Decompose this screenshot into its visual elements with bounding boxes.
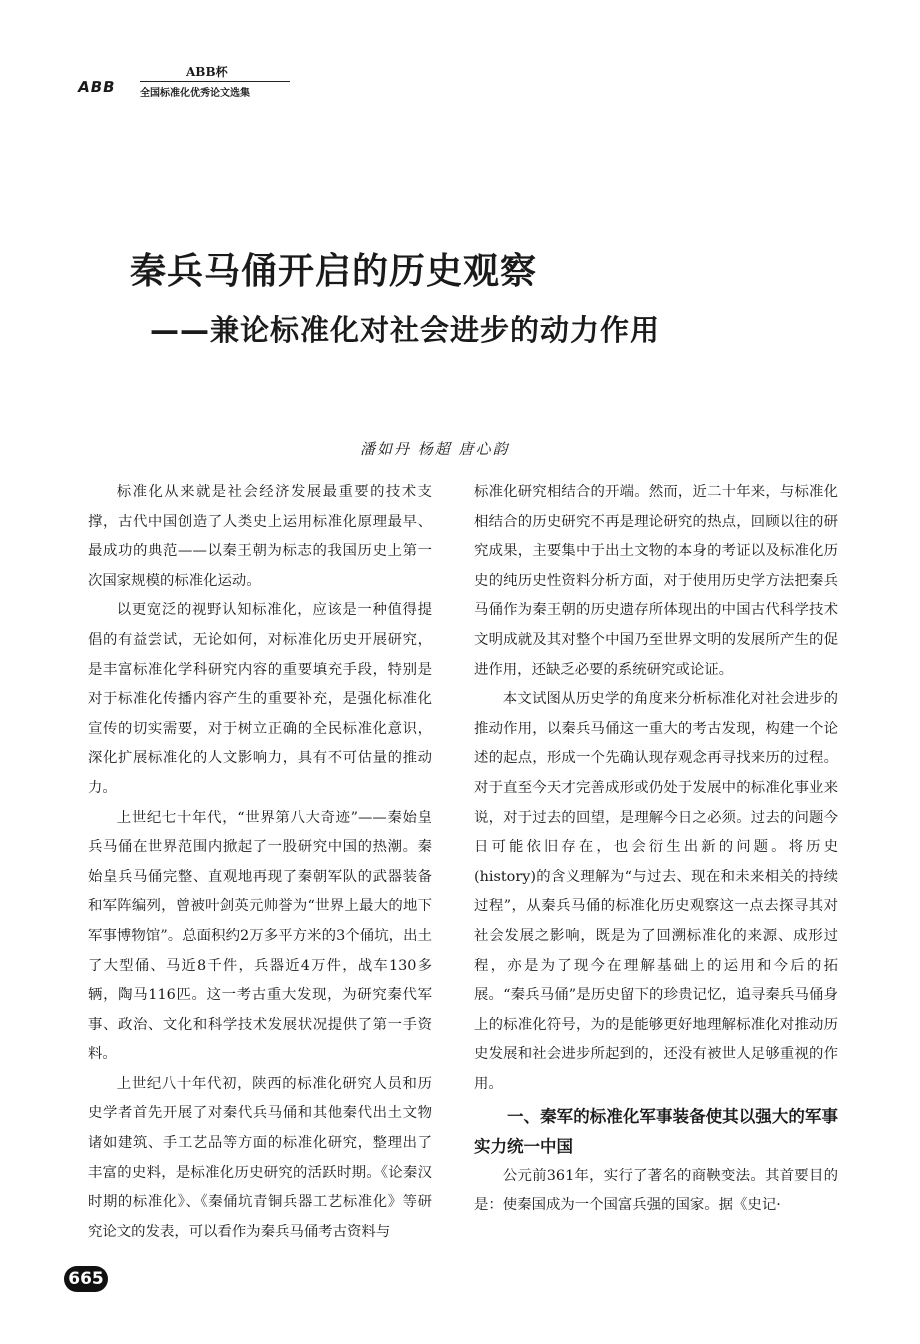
authors: 潘如丹 杨超 唐心韵 [360,440,510,458]
paragraph: 本文试图从历史学的角度来分析标准化对社会进步的推动作用，以秦兵马俑这一重大的考古发现，构建一个论述的起点，形成一个先确认现存观念再寻找来历的过程。对于直至今天才完善成形或仍处于发展中的标准化事业来说，对于过去的回望，是理解今日之必须。过去的问题今日可能依旧存在，也会衍生出新的问题。将历史(history)的含义理解为“与过去、现在和未来相关的持续过程”，从秦兵马俑的标准化历史观察这一点去探寻其对社会发展之影响，既是为了回溯标准化的来源、成形过程，亦是为了现今在理解基础上的运用和今后的拓展。“秦兵马俑”是历史留下的珍贵记忆，追寻秦兵马俑身上的标准化符号，为的是能够更好地理解标准化对推动历史发展和社会进步所起到的，还没有被世人足够重视的作用。 [474,691,838,1092]
page-number: 665 [64,1266,108,1292]
article-title: 秦兵马俑开启的历史观察 [130,251,538,292]
paragraph: 以更宽泛的视野认知标准化，应该是一种值得提倡的有益尝试，无论如何，对标准化历史开展研究，是丰富标准化学科研究内容的重要填充手段，特别是对于标准化传播内容产生的重要补充，是强化标准化宣传的切实需要，对于树立正确的全民标准化意识，深化扩展标准化的人文影响力，具有不可估量的推动力。 [88,602,432,796]
paragraph: 标准化从来就是社会经济发展最重要的技术支撑，古代中国创造了人类史上运用标准化原理最早、最成功的典范——以秦王朝为标志的我国历史上第一次国家规模的标准化运动。 [88,484,432,589]
paragraph: 上世纪八十年代初，陕西的标准化研究人员和历史学者首先开展了对秦代兵马俑和其他秦代出土文物诸如建筑、手工艺品等方面的标准化研究，整理出了丰富的史料，是标准化历史研究的活跃时期。《论秦汉时期的标准化》、《秦俑坑青铜兵器工艺标准化》等研究论文的发表，可以看作为秦兵马俑考古资料与 [88,1075,432,1240]
header-subtitle: 全国标准化优秀论文选集 [140,88,250,99]
paragraph-continued: 标准化研究相结合的开端。然而，近二十年来，与标准化相结合的历史研究不再是理论研究的热点，回顾以往的研究成果，主要集中于出土文物的本身的考证以及标准化历史的纯历史性资料分析方面，对于使用历史学方法把秦兵马俑作为秦王朝的历史遗存所体现出的中国古代科学技术文明成就及其对整个中国乃至世界文明的发展所产生的促进作用，还缺乏必要的系统研究或论证。 [474,484,838,678]
paragraph: 上世纪七十年代，“世界第八大奇迹”——秦始皇兵马俑在世界范围内掀起了一股研究中国的热潮。秦始皇兵马俑完整、直观地再现了秦朝军队的武器装备和军阵编列，曾被叶剑英元帅誉为“世界上最大的地下军事博物馆”。总面积约2万多平方米的3个俑坑，出土了大型俑、马近8千件，兵器近4万件，战车130多辆，陶马116匹。这一考古重大发现，为研究秦代军事、政治、文化和科学技术发展状况提供了第一手资料。 [88,809,432,1063]
section-heading: 一、秦军的标准化军事装备使其以强大的军事实力统一中国 [474,1107,838,1157]
header-title: ABB杯 [186,65,228,79]
header-rule [140,81,290,82]
right-column [474,478,838,1221]
abb-logo: ABB [76,78,118,96]
left-column [88,478,432,1247]
article-subtitle: ——兼论标准化对社会进步的动力作用 [150,313,661,347]
paragraph: 公元前361年，实行了著名的商鞅变法。其首要目的是：使秦国成为一个国富兵强的国家。据《史记· [474,1167,838,1214]
running-header [68,60,298,110]
